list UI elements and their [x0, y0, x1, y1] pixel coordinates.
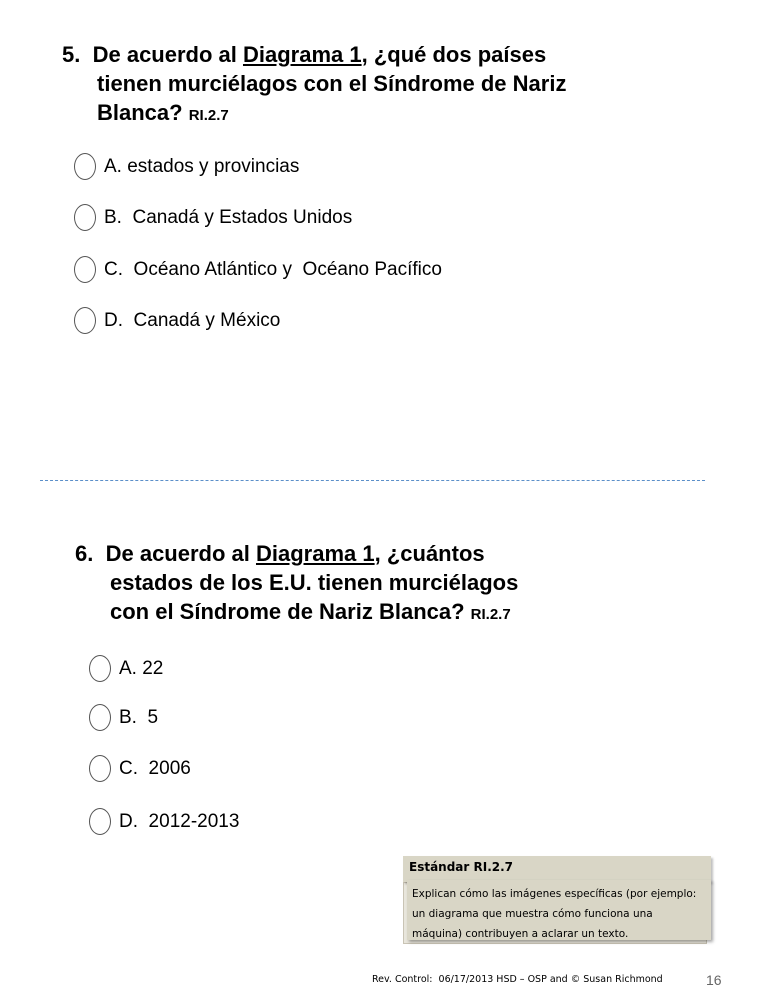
q5-option-c[interactable]: C. Océano Atlántico y Océano Pacífico: [74, 256, 442, 283]
q5-option-a[interactable]: A. estados y provincias: [74, 153, 299, 180]
section-divider: [40, 480, 705, 481]
footer-revision: Rev. Control: 06/17/2013 HSD – OSP and © Susan Richmond: [372, 974, 663, 985]
answer-bubble[interactable]: [89, 655, 111, 682]
standard-box: [403, 856, 711, 944]
standard-tag: RI.2.7: [470, 606, 511, 623]
answer-bubble[interactable]: [74, 204, 96, 231]
q5-option-d[interactable]: D. Canadá y México: [74, 307, 280, 334]
answer-bubble[interactable]: [89, 808, 111, 835]
question-5: [62, 40, 682, 130]
q5-option-b[interactable]: B. Canadá y Estados Unidos: [74, 204, 352, 231]
standard-tag: RI.2.7: [188, 107, 229, 124]
question-6-text: 6. De acuerdo al Diagrama 1, ¿cuántos estados de los E.U. tienen murciélagos con el Síndrome de Nariz Blanca? RI.2.7: [75, 541, 519, 624]
answer-bubble[interactable]: [89, 704, 111, 731]
q6-option-a[interactable]: A. 22: [89, 655, 163, 682]
answer-bubble[interactable]: [74, 153, 96, 180]
diagram-reference: Diagrama 1: [255, 541, 375, 566]
diagram-reference: Diagrama 1: [242, 42, 362, 67]
question-5-text: 5. De acuerdo al Diagrama 1, ¿qué dos países tienen murciélagos con el Síndrome de Nariz Blanca? RI.2.7: [62, 42, 567, 125]
page-number: 16: [706, 972, 722, 988]
standard-box-description: Explican cómo las imágenes específicas (por ejemplo: un diagrama que muestra cómo funciona una máquina) contribuyen a aclarar un texto.: [407, 880, 711, 940]
q6-option-b[interactable]: B. 5: [89, 704, 158, 731]
q6-option-d[interactable]: D. 2012-2013: [89, 808, 239, 835]
question-5-number: 5.: [62, 42, 81, 67]
question-6-number: 6.: [75, 541, 94, 566]
standard-box-title: Estándar RI.2.7: [403, 856, 711, 882]
answer-bubble[interactable]: [89, 755, 111, 782]
answer-bubble[interactable]: [74, 256, 96, 283]
question-6: [75, 539, 675, 629]
answer-bubble[interactable]: [74, 307, 96, 334]
q6-option-c[interactable]: C. 2006: [89, 755, 191, 782]
